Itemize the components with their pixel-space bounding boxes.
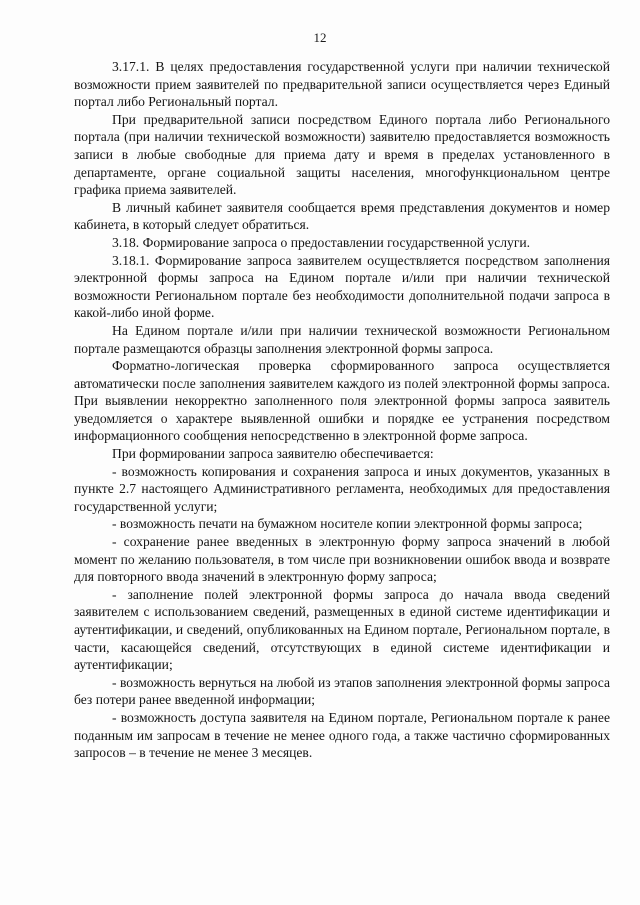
page-number: 12 (313, 30, 327, 45)
paragraph-preliminary-booking: При предварительной записи посредством Единого портала либо Регионального портала (при наличии технической возможности) заявителю предоставляется возможность записи в любые свободные для приема дату и время в пределах установленного в департаменте, органе социальной защиты населения, многофункциональном центре графика приема заявителей. (74, 111, 610, 198)
paragraph-personal-cabinet: В личный кабинет заявителя сообщается время представления документов и номер кабинета, в который следует обратиться. (74, 199, 610, 233)
paragraph-3-18: 3.18. Формирование запроса о предоставлении государственной услуги. (112, 234, 531, 250)
document-body (74, 58, 610, 762)
paragraph-sample-forms: На Едином портале и/или при наличии технической возможности Региональном портале размещаются образцы заполнения электронной формы запроса. (74, 322, 610, 356)
paragraph-3-18-1: 3.18.1. Формирование запроса заявителем осуществляется посредством заполнения электронной формы запроса на Едином портале и/или при наличии технической возможности Региональном портале без необходимости дополнительной подачи запроса в какой-либо иной форме. (74, 252, 610, 321)
list-item-save-values: - сохранение ранее введенных в электронную форму запроса значений в любой момент по желанию пользователя, в том числе при возникновении ошибок ввода и возврате для повторного ввода значений в электронную форму запроса; (74, 534, 610, 585)
paragraph-format-check: Форматно-логическая проверка сформированного запроса осуществляется автоматически после заполнения заявителем каждого из полей электронной формы запроса. При выявлении некорректно заполненного поля электронной формы запроса заявитель уведомляется о характере выявленной ошибки и порядке ее устранения посредством информационного сообщения непосредственно в электронной форме запроса. (74, 358, 610, 444)
list-item-return-step: - возможность вернуться на любой из этапов заполнения электронной формы запроса без потери ранее введенной информации; (74, 674, 610, 708)
paragraph-provided-list-intro: При формировании запроса заявителю обеспечивается: (112, 446, 434, 462)
list-item-prefill: - заполнение полей электронной формы запроса до начала ввода сведений заявителем с использованием сведений, размещенных в единой системе идентификации и аутентификации, и сведений, опубликованных на Едином портале, Региональном портале, в части, касающейся сведений, отсутствующих в единой системе идентификации и аутентификации; (74, 586, 610, 673)
list-item-copy-save: - возможность копирования и сохранения запроса и иных документов, указанных в пункте 2.7 настоящего Административного регламента, необходимых для предоставления государственной услуги; (74, 463, 610, 514)
list-item-access-requests: - возможность доступа заявителя на Едином портале, Региональном портале к ранее поданным им запросам в течение не менее одного года, а также частично сформированных запросов – в течение не менее 3 месяцев. (74, 709, 610, 761)
list-item-print: - возможность печати на бумажном носителе копии электронной формы запроса; (112, 516, 583, 532)
paragraph-3-17-1: 3.17.1. В целях предоставления государственной услуги при наличии технической возможности прием заявителей по предварительной записи осуществляется через Единый портал либо Региональный портал. (74, 59, 610, 110)
